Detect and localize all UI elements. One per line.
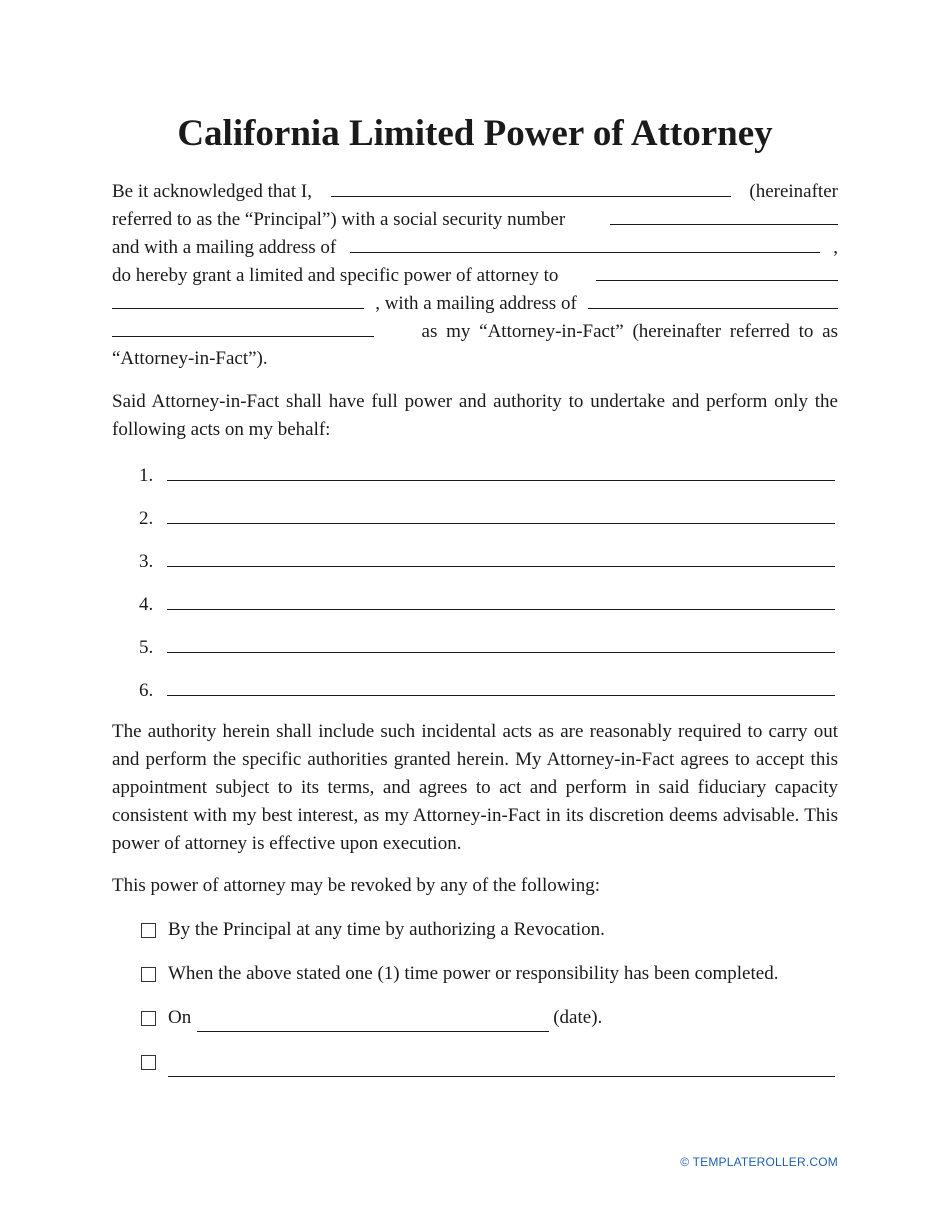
revocation-checkbox[interactable] <box>141 923 156 938</box>
act-number: 5. <box>139 637 154 658</box>
revocation-intro: This power of attorney may be revoked by any of the following: <box>112 875 601 896</box>
act-number: 6. <box>139 680 154 701</box>
act-number: 3. <box>139 551 154 572</box>
act-number: 4. <box>139 594 154 615</box>
document-title: California Limited Power of Attorney <box>177 113 773 154</box>
intro-text: “Attorney-in-Fact”). <box>112 348 268 369</box>
act-line <box>139 632 835 660</box>
intro-text: (hereinafter <box>749 181 838 202</box>
attorney-address-field[interactable] <box>588 289 838 309</box>
act-line <box>139 503 835 531</box>
revocation-option <box>141 916 835 944</box>
intro-text: as my “Attorney-in-Fact” (hereinafter referred to as <box>421 321 838 342</box>
intro-text: , with a mailing address of <box>375 293 577 314</box>
revocation-option <box>141 1048 835 1076</box>
footer-copyright-link[interactable]: © TEMPLATEROLLER.COM <box>680 1155 838 1169</box>
revocation-option-label: When the above stated one (1) time power or responsibility has been completed. <box>168 963 779 984</box>
act-number: 1. <box>139 465 154 486</box>
revocation-other-field[interactable] <box>168 1056 835 1077</box>
act-field[interactable] <box>167 675 835 696</box>
act-line <box>139 546 835 574</box>
revocation-option <box>141 960 835 988</box>
ssn-field[interactable] <box>610 205 838 225</box>
attorney-name-field-continued[interactable] <box>112 289 364 309</box>
revocation-option-label: On <box>168 1007 192 1028</box>
act-line <box>139 675 835 703</box>
act-field[interactable] <box>167 589 835 610</box>
revocation-option-label: By the Principal at any time by authorizing a Revocation. <box>168 919 605 940</box>
act-number: 2. <box>139 508 154 529</box>
revocation-option-label: (date). <box>553 1007 603 1028</box>
revocation-option <box>141 1004 835 1032</box>
intro-text: Be it acknowledged that I, <box>112 181 312 202</box>
intro-text: referred to as the “Principal”) with a social security number <box>112 209 566 230</box>
act-field[interactable] <box>167 460 835 481</box>
act-field[interactable] <box>167 503 835 524</box>
revocation-date-field[interactable] <box>197 1012 549 1032</box>
revocation-checkbox[interactable] <box>141 1011 156 1026</box>
principal-name-field[interactable] <box>331 177 731 197</box>
principal-address-field[interactable] <box>350 233 820 253</box>
act-line <box>139 460 835 488</box>
intro-text: and with a mailing address of <box>112 237 337 258</box>
act-field[interactable] <box>167 546 835 567</box>
act-line <box>139 589 835 617</box>
authority-paragraph: The authority herein shall include such incidental acts as are reasonably required to carry out and perform the specific authorities granted herein. My Attorney-in-Fact agrees to accept this appointment subject to its terms, and agrees to act and perform in said fiduciary capacity consistent with my best interest, as my Attorney-in-Fact in its discretion deems advisable. This power of attorney is effective upon execution. <box>112 721 838 854</box>
acts-intro-paragraph: Said Attorney-in-Fact shall have full power and authority to undertake and perform only the following acts on my behalf: <box>112 391 838 440</box>
attorney-name-field[interactable] <box>596 261 838 281</box>
revocation-checkbox[interactable] <box>141 967 156 982</box>
attorney-address-field-continued[interactable] <box>112 317 374 337</box>
intro-paragraph <box>112 177 838 373</box>
intro-text: do hereby grant a limited and specific power of attorney to <box>112 265 559 286</box>
intro-text: , <box>833 237 838 258</box>
act-field[interactable] <box>167 632 835 653</box>
revocation-checkbox[interactable] <box>141 1055 156 1070</box>
